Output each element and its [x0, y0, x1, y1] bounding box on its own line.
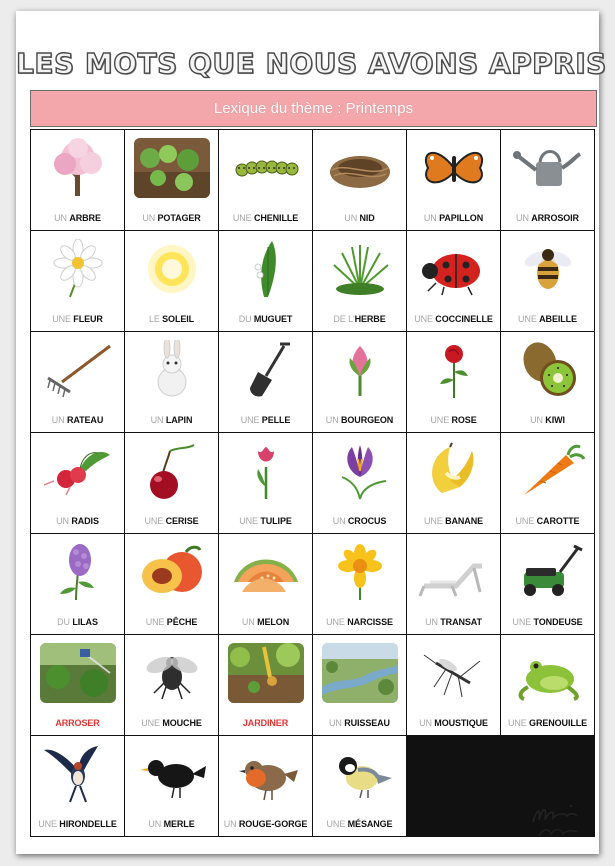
vocab-caption — [501, 415, 594, 425]
vocab-article: UNE — [38, 819, 60, 829]
vocab-word: ARROSOIR — [531, 213, 579, 223]
vocab-article: UNE — [430, 415, 452, 425]
vocab-word: ROUGE-GORGE — [238, 819, 308, 829]
vocab-caption — [501, 617, 594, 627]
vocab-caption — [313, 819, 406, 829]
vocab-card — [501, 433, 594, 533]
vocab-article: UN — [148, 819, 164, 829]
vocab-card — [407, 433, 500, 533]
vocab-word: MOUCHE — [162, 718, 202, 728]
vocab-card — [501, 332, 594, 432]
vocab-article: UNE — [507, 718, 530, 728]
vocab-caption — [31, 213, 124, 223]
vocab-card — [125, 433, 218, 533]
carrot-icon — [510, 441, 586, 501]
vocab-article: UNE — [423, 516, 446, 526]
rose-icon — [416, 340, 492, 400]
vocab-card — [125, 130, 218, 230]
stream-icon — [322, 643, 398, 703]
vocab-word: PÊCHE — [166, 617, 198, 627]
vocab-caption — [501, 314, 594, 324]
vocab-word: ARROSER — [55, 718, 100, 728]
vocab-caption — [407, 718, 500, 728]
vocab-word: CHENILLE — [253, 213, 299, 223]
vocab-card — [219, 433, 312, 533]
vocab-caption — [407, 516, 500, 526]
rabbit-icon — [134, 340, 210, 400]
vocab-caption — [219, 415, 312, 425]
vocab-caption — [31, 516, 124, 526]
vocab-caption — [313, 617, 406, 627]
vocab-card — [31, 332, 124, 432]
radish-icon — [40, 441, 116, 501]
vocab-word: GRENOUILLE — [529, 718, 588, 728]
watering-photo-icon — [40, 643, 116, 703]
vocab-card — [219, 534, 312, 634]
vocab-word: MOUSTIQUE — [434, 718, 488, 728]
vocab-word: MÉSANGE — [347, 819, 393, 829]
vocab-article: UN — [223, 819, 239, 829]
vocab-caption — [31, 819, 124, 829]
tit-bird-icon — [322, 744, 398, 804]
vocab-card — [313, 130, 406, 230]
vocab-article: UNE — [326, 819, 348, 829]
lawnmower-icon — [510, 542, 586, 602]
vocab-card — [219, 736, 312, 836]
vocab-card — [407, 534, 500, 634]
vocab-card — [313, 433, 406, 533]
vocab-card — [313, 736, 406, 836]
vocab-article: LE — [148, 314, 163, 324]
shovel-icon — [228, 340, 304, 400]
vocab-caption — [407, 213, 500, 223]
vocab-word: NID — [359, 213, 375, 223]
vocab-word: MUGUET — [253, 314, 293, 324]
vocab-card — [313, 635, 406, 735]
vocab-word: CERISE — [165, 516, 199, 526]
vocab-word: HIRONDELLE — [59, 819, 117, 829]
vocab-card — [31, 635, 124, 735]
vocab-card — [31, 534, 124, 634]
butterfly-icon — [416, 138, 492, 198]
vocab-card — [219, 635, 312, 735]
vocab-caption — [313, 516, 406, 526]
vocab-article: UN — [419, 718, 435, 728]
peach-icon — [134, 542, 210, 602]
vocab-article: UN — [530, 415, 546, 425]
frog-icon — [510, 643, 586, 703]
rake-icon — [40, 340, 116, 400]
vocab-caption — [31, 718, 124, 728]
vocab-article: UNE — [239, 516, 261, 526]
blackbird-icon — [134, 744, 210, 804]
vocab-caption — [125, 819, 218, 829]
vocab-card — [501, 534, 594, 634]
vocab-caption — [219, 718, 312, 728]
watering-can-icon — [510, 138, 586, 198]
vocab-word: POTAGER — [157, 213, 201, 223]
vocab-card — [31, 736, 124, 836]
vocab-caption — [219, 213, 312, 223]
vocab-article: UNE — [240, 415, 262, 425]
vocab-article: UN — [329, 718, 345, 728]
vocab-article: UN — [51, 415, 67, 425]
vocab-article: UNE — [512, 617, 534, 627]
vocab-word: NARCISSE — [347, 617, 393, 627]
vocab-card — [501, 130, 594, 230]
vocab-word: LAPIN — [165, 415, 193, 425]
vocab-card — [313, 332, 406, 432]
vocab-article: DU — [238, 314, 254, 324]
mosquito-icon — [416, 643, 492, 703]
vocab-caption — [407, 415, 500, 425]
vocab-word: TRANSAT — [440, 617, 482, 627]
sun-icon — [134, 239, 210, 299]
vocab-word: TULIPE — [260, 516, 292, 526]
vocab-article: UNE — [414, 314, 436, 324]
vocab-word: FLEUR — [73, 314, 103, 324]
vocab-word: SOLEIL — [162, 314, 195, 324]
tulip-icon — [228, 441, 304, 501]
vocab-word: RATEAU — [66, 415, 104, 425]
vocab-article: UN — [56, 516, 72, 526]
vocab-article: UNE — [52, 314, 74, 324]
vocab-article: UNE — [141, 718, 163, 728]
cherry-icon — [134, 441, 210, 501]
vocab-article: UNE — [145, 617, 167, 627]
vocab-article: UN — [423, 213, 440, 223]
daisy-icon — [40, 239, 116, 299]
vocab-card — [407, 332, 500, 432]
vocab-caption — [125, 213, 218, 223]
vocab-caption — [31, 617, 124, 627]
vocab-caption — [313, 415, 406, 425]
signature-logo — [529, 798, 581, 842]
vocab-word: ROSE — [451, 415, 477, 425]
vocab-word: LILAS — [72, 617, 98, 627]
vocab-word: MELON — [257, 617, 290, 627]
vocab-article: UN — [150, 415, 166, 425]
kiwi-icon — [510, 340, 586, 400]
vocab-card — [31, 130, 124, 230]
vegetable-garden-icon — [134, 138, 210, 198]
vocab-article: DE L' — [333, 314, 355, 324]
vocab-caption — [219, 314, 312, 324]
vocab-card — [407, 635, 500, 735]
vocabulary-grid — [30, 129, 595, 837]
blossom-tree-icon — [40, 138, 116, 198]
vocab-caption — [501, 516, 594, 526]
vocab-card — [125, 332, 218, 432]
bee-icon — [510, 239, 586, 299]
vocab-article: UNE — [518, 314, 540, 324]
vocab-word: JARDINER — [242, 718, 289, 728]
vocab-caption — [125, 718, 218, 728]
vocab-word: ARBRE — [69, 213, 101, 223]
vocab-caption — [313, 314, 406, 324]
vocab-caption — [31, 314, 124, 324]
vocab-caption — [313, 718, 406, 728]
crocus-icon — [322, 441, 398, 501]
fly-icon — [134, 643, 210, 703]
swallow-icon — [40, 744, 116, 804]
banana-icon — [416, 441, 492, 501]
ladybug-icon — [416, 239, 492, 299]
vocab-card — [219, 332, 312, 432]
vocab-card — [407, 231, 500, 331]
page-title: LES MOTS QUE NOUS AVONS APPRIS — [16, 47, 607, 80]
vocab-article: UN — [332, 516, 348, 526]
bud-icon — [322, 340, 398, 400]
robin-icon — [228, 744, 304, 804]
caterpillar-icon — [228, 138, 304, 198]
vocab-caption — [501, 718, 594, 728]
vocab-article: UNE — [326, 617, 348, 627]
vocab-word: PELLE — [261, 415, 291, 425]
vocab-article: UN — [142, 213, 158, 223]
vocab-caption — [125, 314, 218, 324]
vocab-article: UNE — [144, 516, 166, 526]
vocab-article: DU — [57, 617, 73, 627]
vocab-word: BOURGEON — [341, 415, 394, 425]
vocab-caption — [125, 516, 218, 526]
deckchair-icon — [416, 542, 492, 602]
vocab-caption — [125, 415, 218, 425]
vocab-word: BANANE — [445, 516, 483, 526]
vocab-card — [219, 231, 312, 331]
vocab-word: CAROTTE — [536, 516, 580, 526]
daffodil-icon — [322, 542, 398, 602]
vocab-word: RUISSEAU — [344, 718, 390, 728]
vocab-word: TONDEUSE — [533, 617, 583, 627]
vocab-article: UN — [516, 213, 532, 223]
vocab-card — [125, 231, 218, 331]
grass-icon — [322, 239, 398, 299]
worksheet — [16, 11, 607, 854]
gardening-photo-icon — [228, 643, 304, 703]
vocab-word: ABEILLE — [539, 314, 577, 324]
vocab-article: UNE — [232, 213, 254, 223]
melon-icon — [228, 542, 304, 602]
vocab-caption — [31, 415, 124, 425]
vocab-card — [313, 231, 406, 331]
vocab-card — [407, 130, 500, 230]
nest-icon — [322, 138, 398, 198]
vocab-word: HERBE — [354, 314, 386, 324]
vocab-caption — [313, 213, 406, 223]
vocab-word: MERLE — [163, 819, 195, 829]
vocab-article: UN — [325, 415, 341, 425]
vocab-card — [219, 130, 312, 230]
vocab-card — [313, 534, 406, 634]
vocab-article: UN — [54, 213, 70, 223]
vocab-article: UNE — [515, 516, 537, 526]
vocab-caption — [219, 819, 312, 829]
vocab-word: PAPILLON — [439, 213, 484, 223]
lily-of-the-valley-icon — [228, 239, 304, 299]
vocab-caption — [219, 516, 312, 526]
vocab-caption — [407, 617, 500, 627]
lilac-icon — [40, 542, 116, 602]
vocab-card — [31, 231, 124, 331]
vocab-card — [31, 433, 124, 533]
vocab-word: COCCINELLE — [435, 314, 493, 324]
vocab-word: RADIS — [71, 516, 99, 526]
vocab-caption — [501, 213, 594, 223]
vocab-card — [125, 534, 218, 634]
vocab-article: UN — [344, 213, 360, 223]
vocab-card — [501, 635, 594, 735]
vocab-card — [501, 231, 594, 331]
vocab-caption — [125, 617, 218, 627]
theme-banner: Lexique du thème : Printemps — [30, 90, 597, 127]
vocab-word: CROCUS — [347, 516, 387, 526]
vocab-article: UN — [241, 617, 258, 627]
vocab-caption — [407, 314, 500, 324]
vocab-card — [125, 635, 218, 735]
vocab-article: UN — [425, 617, 441, 627]
vocab-card — [125, 736, 218, 836]
vocab-caption — [219, 617, 312, 627]
vocab-word: KIWI — [545, 415, 565, 425]
